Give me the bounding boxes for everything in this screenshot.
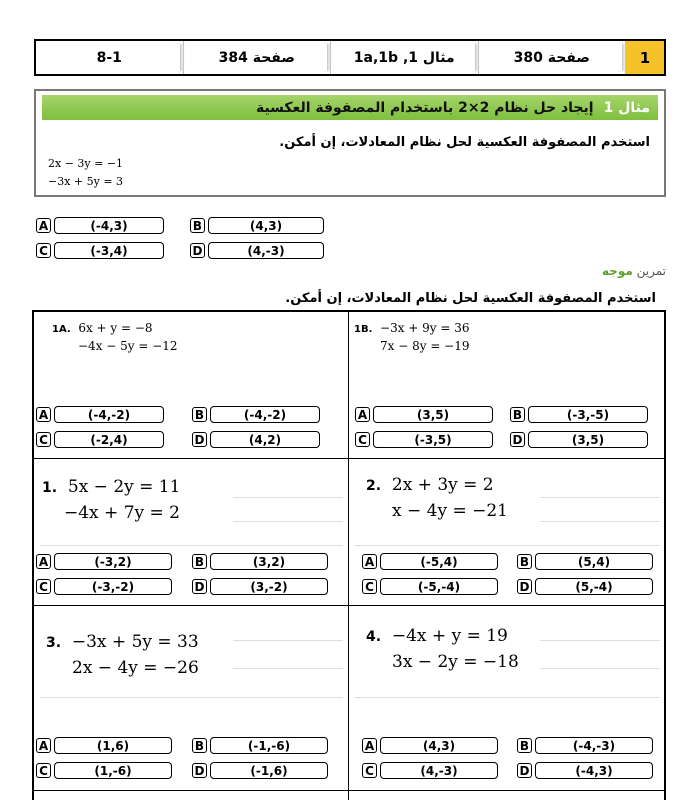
- option-letter: A: [362, 554, 377, 569]
- problem-1b-option-b[interactable]: [510, 406, 648, 423]
- example-box: [34, 89, 666, 197]
- problem-2-option-d[interactable]: [517, 578, 653, 595]
- option-value: (-3,5): [373, 431, 493, 448]
- problem-equation-2: 2x − 4y = −26: [72, 658, 199, 678]
- reference-page-start: صفحة 380: [479, 41, 627, 74]
- option-letter: A: [36, 218, 51, 233]
- writing-line: [233, 640, 343, 641]
- problem-equation-2: x − 4y = −21: [392, 501, 508, 521]
- problem-3-option-b[interactable]: [192, 737, 328, 754]
- problem-3: [46, 630, 199, 681]
- problem-1-option-b[interactable]: [192, 553, 328, 570]
- option-letter: B: [510, 407, 525, 422]
- guided-label-strong: موجه: [601, 264, 633, 278]
- grid-divider-vertical: [348, 310, 349, 800]
- problem-4-option-d[interactable]: [517, 762, 653, 779]
- option-value: (-4,3): [535, 762, 653, 779]
- option-letter: C: [36, 763, 51, 778]
- guided-label-prefix: تمرين: [636, 264, 666, 278]
- reference-example: مثال 1, 1a,1b: [331, 41, 479, 74]
- option-letter: D: [517, 579, 532, 594]
- problem-equation-1: 5x − 2y = 11: [67, 477, 181, 497]
- problem-number: 1.: [42, 480, 58, 496]
- option-letter: A: [36, 554, 51, 569]
- problem-number: 3.: [46, 635, 62, 651]
- option-value: (3,5): [373, 406, 493, 423]
- example-title-bar: [42, 95, 658, 120]
- problem-number: 1A.: [52, 324, 71, 335]
- option-letter: B: [192, 407, 207, 422]
- example-option-c[interactable]: [36, 242, 164, 259]
- reference-page-end: صفحة 384: [184, 41, 332, 74]
- problem-2: [366, 473, 508, 524]
- option-value: (-2,4): [54, 431, 164, 448]
- problem-1-option-a[interactable]: [36, 553, 172, 570]
- problem-1a: [52, 320, 178, 355]
- option-value: (3,5): [528, 431, 648, 448]
- option-letter: D: [192, 432, 207, 447]
- problem-2-option-a[interactable]: [362, 553, 498, 570]
- problem-1a-option-a[interactable]: [36, 406, 164, 423]
- option-letter: C: [36, 243, 51, 258]
- option-letter: D: [192, 763, 207, 778]
- option-letter: A: [36, 407, 51, 422]
- option-value: (4,3): [208, 217, 324, 234]
- example-equation-1: 2x − 3y = −1: [48, 157, 124, 170]
- option-value: (-4,-2): [210, 406, 320, 423]
- option-value: (3,2): [210, 553, 328, 570]
- problem-3-option-c[interactable]: [36, 762, 172, 779]
- example-option-d[interactable]: [190, 242, 324, 259]
- option-value: (-5,-4): [380, 578, 498, 595]
- problem-equation-1: −3x + 5y = 33: [71, 632, 199, 652]
- problem-3-option-a[interactable]: [36, 737, 172, 754]
- problem-1a-option-b[interactable]: [192, 406, 320, 423]
- problem-2-option-b[interactable]: [517, 553, 653, 570]
- writing-line: [233, 497, 343, 498]
- problem-1b-option-c[interactable]: [355, 431, 493, 448]
- option-value: (-1,6): [210, 762, 328, 779]
- problem-4-option-a[interactable]: [362, 737, 498, 754]
- problem-equation-1: −3x + 9y = 36: [380, 321, 470, 335]
- writing-line: [233, 521, 343, 522]
- option-letter: D: [190, 243, 205, 258]
- problem-number: 4.: [366, 629, 382, 645]
- option-letter: A: [36, 738, 51, 753]
- problem-1-option-d[interactable]: [192, 578, 328, 595]
- lesson-header: [34, 39, 666, 76]
- problem-number: 2.: [366, 478, 382, 494]
- example-option-a[interactable]: [36, 217, 164, 234]
- option-value: (-4,3): [54, 217, 164, 234]
- problem-equation-2: −4x + 7y = 2: [64, 503, 180, 523]
- option-value: (-4,-3): [535, 737, 653, 754]
- example-label: مثال 1: [603, 99, 650, 116]
- option-value: (4,2): [210, 431, 320, 448]
- problem-1a-option-c[interactable]: [36, 431, 164, 448]
- reference-lesson: 8-1: [36, 41, 184, 74]
- problem-1b-option-a[interactable]: [355, 406, 493, 423]
- option-letter: A: [362, 738, 377, 753]
- option-value: (1,6): [54, 737, 172, 754]
- option-letter: B: [517, 738, 532, 753]
- option-letter: D: [517, 763, 532, 778]
- writing-line: [355, 697, 660, 698]
- writing-line: [40, 545, 343, 546]
- option-value: (5,-4): [535, 578, 653, 595]
- option-value: (-3,2): [54, 553, 172, 570]
- grid-divider-row-1: [32, 458, 666, 459]
- option-value: (-3,4): [54, 242, 164, 259]
- writing-line: [233, 668, 343, 669]
- problem-1a-option-d[interactable]: [192, 431, 320, 448]
- option-letter: B: [517, 554, 532, 569]
- writing-line: [540, 521, 660, 522]
- writing-line: [40, 697, 343, 698]
- option-letter: C: [36, 579, 51, 594]
- problem-1-option-c[interactable]: [36, 578, 172, 595]
- problem-4-option-c[interactable]: [362, 762, 498, 779]
- option-letter: A: [355, 407, 370, 422]
- problem-equation-2: −4x − 5y = −12: [78, 339, 178, 353]
- option-letter: C: [355, 432, 370, 447]
- problem-equation-1: 6x + y = −8: [78, 321, 153, 335]
- option-letter: D: [192, 579, 207, 594]
- option-value: (4,-3): [380, 762, 498, 779]
- option-letter: B: [190, 218, 205, 233]
- option-value: (4,3): [380, 737, 498, 754]
- problem-4-option-b[interactable]: [517, 737, 653, 754]
- guided-practice-label: [602, 264, 666, 278]
- example-title: إيجاد حل نظام 2×2 باستخدام المصفوفة العكسية: [255, 99, 594, 116]
- option-value: (3,-2): [210, 578, 328, 595]
- writing-line: [540, 497, 660, 498]
- option-letter: B: [192, 738, 207, 753]
- question-number: 1: [626, 41, 664, 74]
- option-value: (-4,-2): [54, 406, 164, 423]
- guided-instruction: استخدم المصفوفة العكسية لحل نظام المعادلات، إن أمكن.: [285, 291, 656, 306]
- problem-1b: [354, 320, 470, 355]
- writing-line: [540, 640, 660, 641]
- option-letter: C: [362, 763, 377, 778]
- example-instruction: استخدم المصفوفة العكسية لحل نظام المعادلات، إن أمكن.: [279, 135, 650, 150]
- example-equation-2: −3x + 5y = 3: [48, 175, 124, 188]
- option-value: (1,-6): [54, 762, 172, 779]
- problem-4: [366, 624, 519, 675]
- option-letter: B: [192, 554, 207, 569]
- writing-line: [355, 545, 660, 546]
- problem-3-option-d[interactable]: [192, 762, 328, 779]
- option-value: (-5,4): [380, 553, 498, 570]
- option-value: (4,-3): [208, 242, 324, 259]
- problem-equation-1: 2x + 3y = 2: [391, 475, 494, 495]
- writing-line: [540, 668, 660, 669]
- problem-1b-option-d[interactable]: [510, 431, 648, 448]
- problem-2-option-c[interactable]: [362, 578, 498, 595]
- option-letter: C: [36, 432, 51, 447]
- option-value: (-1,-6): [210, 737, 328, 754]
- problem-equation-1: −4x + y = 19: [391, 626, 508, 646]
- option-value: (5,4): [535, 553, 653, 570]
- example-option-b[interactable]: [190, 217, 324, 234]
- option-value: (-3,-2): [54, 578, 172, 595]
- option-letter: D: [510, 432, 525, 447]
- option-letter: C: [362, 579, 377, 594]
- option-value: (-3,-5): [528, 406, 648, 423]
- problem-equation-2: 3x − 2y = −18: [392, 652, 519, 672]
- grid-divider-row-2: [32, 605, 666, 606]
- grid-divider-row-3: [32, 790, 666, 791]
- problem-number: 1B.: [354, 324, 373, 335]
- problem-1: [42, 475, 180, 526]
- problem-equation-2: 7x − 8y = −19: [380, 339, 470, 353]
